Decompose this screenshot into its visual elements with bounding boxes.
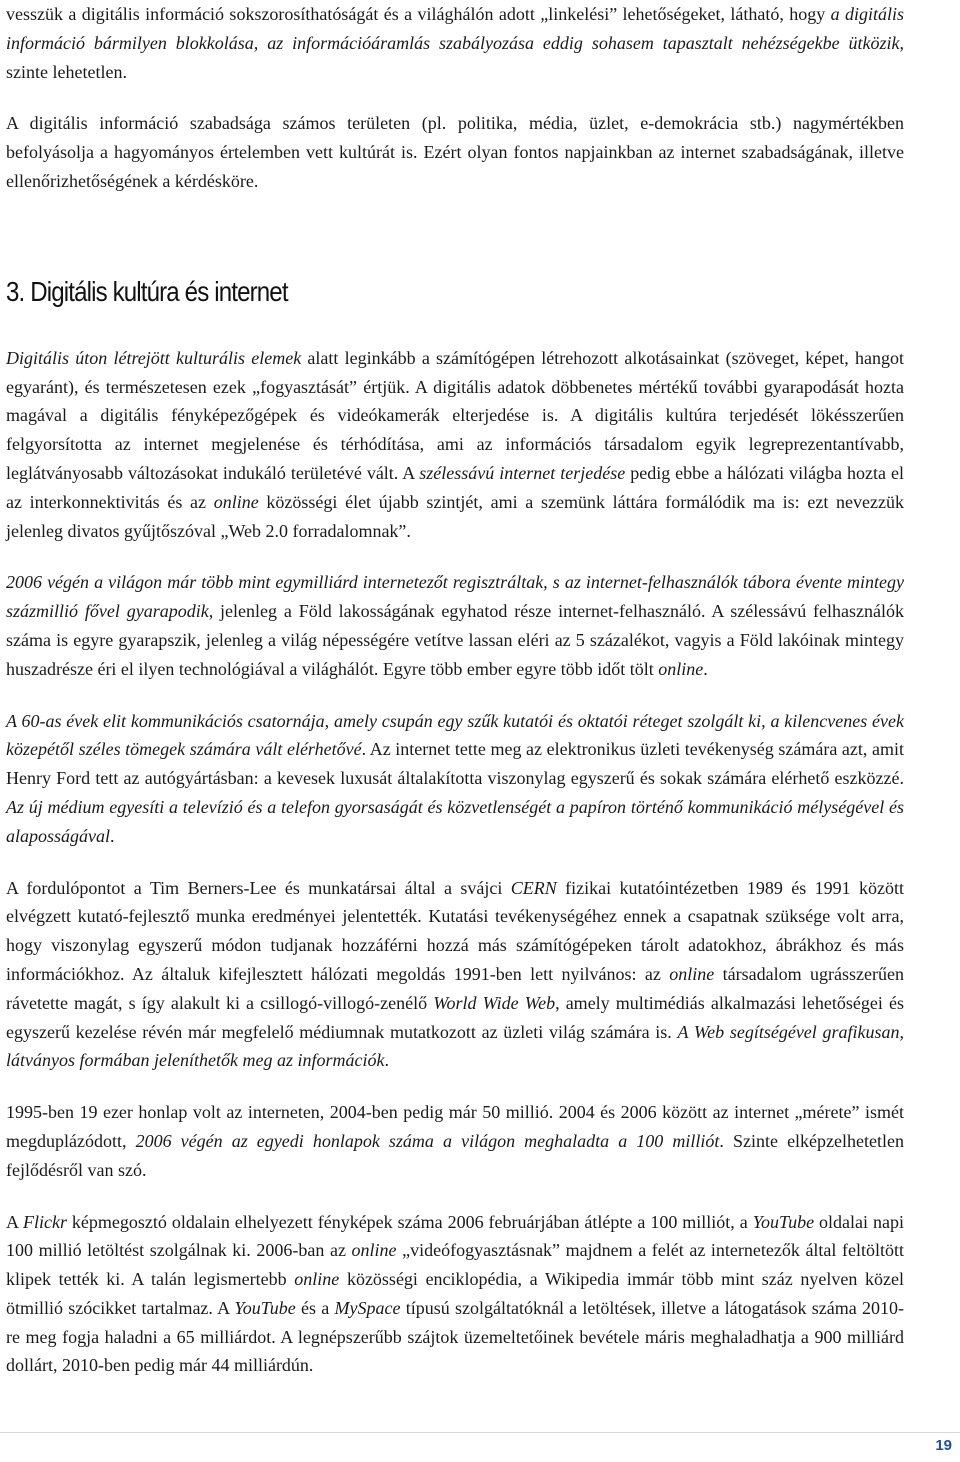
emphasis-run: CERN bbox=[510, 877, 557, 898]
text-run: fizikai kutatóintézetben 1989 és 1991 között elvégzett kutató-fejlesztő munka eredményei jelentették. Kutatási tevékenységéhez ennek a csapatnak szüksége volt arra, hogy viszonylag egyszerű módon tudjanak hozzáférni hozzá más számítógépeken tárolt adatokhoz, ábrákhoz és más információkhoz. Az általuk kifejlesztett hálózati megoldás 1991-ben lett nyilvános: az bbox=[6, 877, 904, 984]
emphasis-run: 2006 végén az egyedi honlapok száma a világon meghaladta a 100 milliót bbox=[135, 1130, 720, 1151]
emphasis-run: A 60-as évek elit kommunikációs csatornája, amely csupán egy szűk kutatói és oktatói réteget szolgált ki, a kilencvenes évek közepétől széles tömegek számára vált elérhetővé bbox=[6, 710, 904, 760]
text-run: . bbox=[703, 658, 708, 679]
emphasis-run: World Wide Web bbox=[433, 992, 556, 1013]
text-run: közösségi élet újabb szintjét, ami a szemünk láttára formálódik ma is: ezt nevezzük jelenleg divatos gyűjtőszóval „Web 2.0 forradalomnak”. bbox=[6, 491, 904, 541]
text-run: 1995-ben 19 ezer honlap volt az interneten, 2004-ben pedig már 50 millió. 2004 és 2006 között az internet „mérete” ismét megduplázódott, bbox=[6, 1102, 904, 1151]
text-run: „videófogyasztásnak” majdnem a felét az internetezők által feltöltött klipek tették ki. A talán legismertebb bbox=[6, 1240, 904, 1290]
paragraph-flickr-youtube bbox=[6, 1208, 904, 1381]
paragraph-sixties bbox=[6, 707, 904, 851]
emphasis-run: online bbox=[669, 963, 715, 984]
emphasis-run: A Web segítségével grafikusan, látványos formában jeleníthetők meg az információk bbox=[6, 1021, 904, 1071]
emphasis-run: online bbox=[213, 491, 259, 512]
text-run: és a bbox=[295, 1297, 335, 1318]
text-run: társadalom ugrásszerűen rávetette magát, s így alakult ki a csillogó-villogó-zenélő bbox=[6, 963, 904, 1013]
emphasis-run: szélessávú internet terjedése bbox=[419, 462, 626, 483]
text-run: képmegosztó oldalain elhelyezett fényképek száma 2006 februárjában átlépte a 100 milliót, a bbox=[66, 1211, 753, 1232]
emphasis-run: MySpace bbox=[334, 1297, 401, 1318]
paragraph-users-2006 bbox=[6, 568, 904, 683]
paragraph-digital-culture bbox=[6, 344, 904, 546]
text-run: , szinte lehetetlen. bbox=[6, 32, 904, 82]
paragraph-freedom: A digitális információ szabadsága számos területen (pl. politika, média, üzlet, e-demokrácia stb.) nagymértékben befolyásolja a hagyományos értelemben vett kultúrát is. Ezért olyan fontos napjainkban az internet szabadságának, illetve ellenőrizhetőségének a kérdésköre. bbox=[6, 113, 904, 191]
emphasis-run: online bbox=[658, 658, 704, 679]
text-run: oldalai napi 100 millió letöltést szolgálnak ki. 2006-ban az bbox=[6, 1211, 904, 1261]
text-run: . bbox=[110, 825, 115, 846]
text-run: pedig ebbe a hálózati világba hozta el az interkonnektivitás és az bbox=[6, 462, 904, 512]
text-run: . Az internet tette meg az elektronikus üzleti tevékenység számára azt, amit Henry Ford tett az autógyártásban: a kevesek luxusát általakította viszonylag egyszerű és sokak számára elérhető eszközzé. bbox=[6, 739, 904, 789]
text-run: . Szinte elképzelhetetlen fejlődésről van szó. bbox=[6, 1130, 904, 1180]
text-run: típusú szolgáltatóknál a letöltések, illetve a látogatások száma 2010-re meg fogja haladni a 65 milliárdot. A legnépszerűbb szájtok üzemeltetőinek bevétele máris meghaladhatja a 900 milliárd dollárt, 2010-ben pedig már 44 milliárdún. bbox=[6, 1297, 905, 1376]
emphasis-run: 2006 végén a világon már több mint egymilliárd internetezőt regisztráltak, s az internet-felhasználók tábora évente mintegy százmillió fővel gyarapodik bbox=[6, 572, 904, 622]
text-run: alatt leginkább a számítógépen létrehozott alkotásainkat (szöveget, képet, hangot egyaránt), és természetesen ezek „fogyasztását” értjük. A digitális adatok döbbenetes mértékű további gyarapodását hozta magával a digitális fényképezőgépek és videókamerák elterjedése is. A digitális kultúra terjedését lökésszerűen felgyorsította az internet megjelenése és térhódítása, ami az információs társadalom egyik legreprezentantívabb, leglátványosabb változásokat indukáló területévé vált. A bbox=[6, 347, 904, 483]
paragraph-homepages bbox=[6, 1098, 904, 1184]
text-run: A fordulópontot a Tim Berners-Lee és munkatársai által a svájci bbox=[6, 877, 511, 898]
emphasis-run: YouTube bbox=[752, 1211, 815, 1232]
section-heading: 3. Digitális kultúra és internet bbox=[6, 275, 288, 307]
emphasis-run: YouTube bbox=[234, 1297, 296, 1318]
text-run: közösségi enciklopédia, a Wikipedia immár több mint száz nyelven közel ötmillió szócikket tartalmaz. A bbox=[6, 1269, 904, 1318]
text-run: , jelenleg a Föld lakosságának egyhatod része internet-felhasználó. A szélessávú felhasználók száma is egyre gyarapszik, jelenleg a világ népességére vetítve lassan eléri az 5 százalékot, vagyis a Föld lakóinak mintegy huszadrésze éri el ilyen technológiával a világhálót. Egyre több ember egyre több időt tölt bbox=[6, 601, 905, 679]
text-run: vesszük a digitális információ sokszorosíthatóságát és a világhálón adott „linkelési” lehetőségeket, látható, hogy bbox=[6, 4, 831, 24]
emphasis-run: online bbox=[294, 1269, 340, 1290]
footer-divider bbox=[0, 1432, 960, 1433]
paragraph-intro bbox=[6, 0, 904, 86]
paragraph-cern bbox=[6, 874, 904, 1076]
emphasis-run: online bbox=[351, 1240, 397, 1261]
document-page bbox=[6, 0, 904, 1380]
emphasis-run: a digitális információ bármilyen blokkolása, az információáramlás szabályozása eddig sohasem tapasztalt nehézségekbe ütközik bbox=[6, 4, 905, 53]
emphasis-run: Digitális úton létrejött kulturális elemek bbox=[6, 347, 302, 368]
page-number: 19 bbox=[935, 1437, 952, 1454]
text-run: A bbox=[6, 1211, 23, 1232]
text-run: , amely multimédiás alkalmazási lehetőségei és egyszerű kezelése révén már megfelelő médiumnak mutatkozott az üzleti világ számára is. bbox=[6, 992, 904, 1042]
text-run: . bbox=[384, 1050, 389, 1071]
emphasis-run: Flickr bbox=[22, 1211, 67, 1232]
emphasis-run: Az új médium egyesíti a televízió és a telefon gyorsaságát és közvetlenségét a papíron történő kommunikáció mélységével és alaposságával bbox=[6, 796, 904, 846]
